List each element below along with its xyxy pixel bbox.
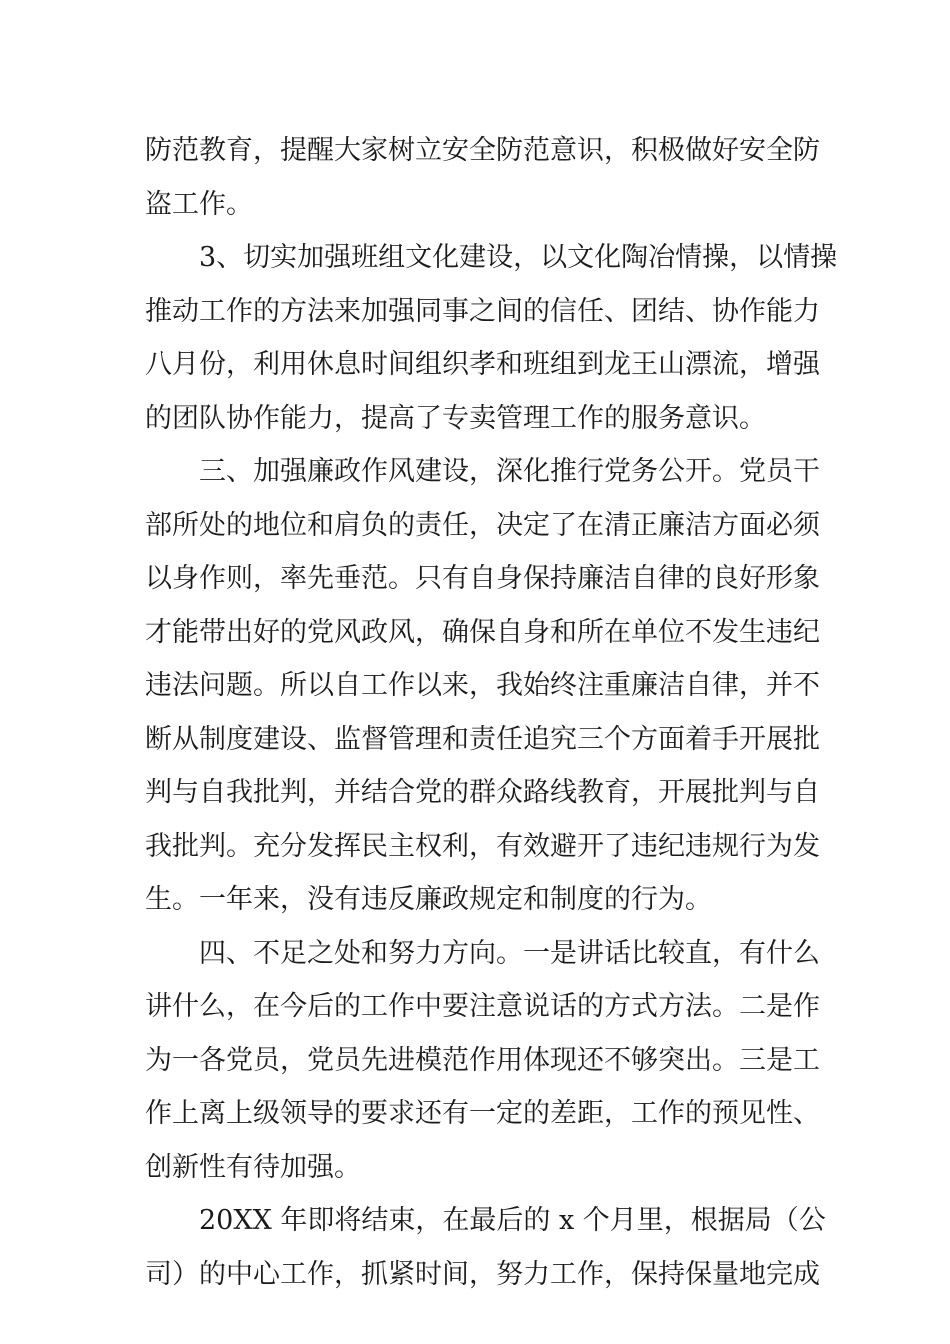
- text-line: 四、不足之处和努力方向。一是讲话比较直，有什么: [199, 937, 820, 969]
- text-line: 违法问题。所以自工作以来，我始终注重廉洁自律，并不: [145, 670, 820, 701]
- text-line: 三、加强廉政作风建设，深化推行党务公开。党员干: [199, 456, 820, 487]
- body-text: [145, 124, 838, 1301]
- text-line: 断从制度建设、监督管理和责任追究三个方面着手开展批: [145, 723, 820, 755]
- text-line: 讲什么，在今后的工作中要注意说话的方式方法。二是作: [145, 991, 820, 1022]
- text-line: 3、切实加强班组文化建设，以文化陶冶情操，以情操: [199, 242, 838, 273]
- text-line: 八月份，利用休息时间组织孝和班组到龙王山漂流，增强: [145, 349, 820, 380]
- text-line: 才能带出好的党风政风，确保自身和所在单位不发生违纪: [145, 616, 820, 648]
- text-line: 判与自我批判，并结合党的群众路线教育，开展批判与自: [145, 777, 820, 808]
- text-line: 盗工作。: [145, 188, 253, 220]
- text-line: 以身作则，率先垂范。只有自身保持廉洁自律的良好形象: [145, 563, 820, 594]
- text-line: 的团队协作能力，提高了专卖管理工作的服务意识。: [145, 402, 766, 434]
- text-line: 我批判。充分发挥民主权利，有效避开了违纪违规行为发: [145, 830, 820, 862]
- text-line: 生。一年来，没有违反廉政规定和制度的行为。: [145, 884, 712, 915]
- text-line: 创新性有待加强。: [145, 1151, 361, 1183]
- text-line: 20XX 年即将结束，在最后的 x 个月里，根据局（公: [199, 1205, 826, 1236]
- text-line: 推动工作的方法来加强同事之间的信任、团结、协作能力: [145, 295, 820, 327]
- text-line: 司）的中心工作，抓紧时间，努力工作，保持保量地完成: [145, 1258, 820, 1290]
- text-line: 部所处的地位和肩负的责任，决定了在清正廉洁方面必须: [145, 509, 820, 541]
- text-line: 作上离上级领导的要求还有一定的差距，工作的预见性、: [145, 1098, 820, 1129]
- text-line: 防范教育，提醒大家树立安全防范意识，积极做好安全防: [145, 135, 820, 166]
- text-line: 为一各党员，党员先进模范作用体现还不够突出。三是工: [145, 1044, 820, 1076]
